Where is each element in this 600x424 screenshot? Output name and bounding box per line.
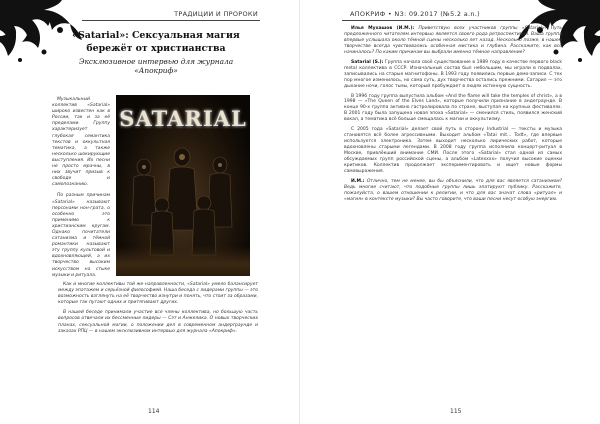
article-title [58,30,254,55]
speaker-label: Илья Мухашов (И.М.): [351,26,415,31]
intro-paragraph: По разным причинам «Satarial» называют персонами нон-грата, о особенно это применимо к христианским кругам. Однако почитатели сатанизма и тёмной романтики называют эту группу культовой и вдохновляющей, а их творчество высоким искусством на стыке музыки и ритуала. [52,193,110,278]
page-number: 115 [450,408,462,415]
intro-column [52,97,110,284]
article-subtitle: Эксклюзивное интервью для журнала «Апокриф» [78,57,234,75]
photo-ground-shadow [116,246,250,276]
article-title-block [58,30,254,75]
speaker-label: Satarial (S.): [351,59,384,65]
page-number: 114 [148,408,160,415]
running-header: АПОКРИФ • N3: 09.2017 (№5.2 a.n.) [350,10,480,18]
answer-text: Группа начала своё существование в 1989 году в качестве первого black metal коллектива в СССР. Изначальный состав был небольшим, мы играли в подвалах, записывались на старые магнитофоны. В 1993 году появились первые демо-записи. С тех пор многое изменилось, но сама суть, дух творчества остались прежними. Сатарил — это дыхание ночи, голос тьмы, который пробуждает в людях истинную сущность. [344,59,562,89]
band-logo: SATARIAL [119,105,247,131]
answer-text: С 2005 года «Satarial» делает свой путь в сторону Industrial — тексты и музыка становятся всё более агрессивными. Выходит альбом «Tatai mit... Todt», где впервые используется электроника. Затем выходит несколько лирических работ, которые вдохновлены старыми легендами. В 2008 году группа исполнила концерт-ритуал в Москве, привлёкший внимание СМИ. После этого «Satarial» стал одной из самых обсуждаемых групп российской сцены, а альбом «Latexxxx» получил высокие оценки критиков. Коллектив продолжает экспериментировать и ищет новые формы самовыражения. [344,127,562,174]
answer-text: В 1996 году группа выпустила альбом «And the flame will take the temples of christ», а в 1998 — «The Queen of the Elves Land», которые получили признание в андеграунде. В конце 90-х группа активно гастролировала по стране, выступая на крупных фестивалях. В 2001 году была запущена новая эпоха «Satarial» — сменился стиль, появился женский вокал, а тематика всё больше смещалась к магии и оккультизму. [344,93,562,123]
running-header: ТРАДИЦИИ И ПРОРОКИ [174,10,258,18]
interview-body [344,26,562,207]
article-title-line-2: бережёт от христианства [86,42,226,54]
right-page [300,0,600,424]
speaker-label: И.М.: [351,178,365,184]
interview-paragraph [344,60,562,90]
interview-paragraph [344,179,562,203]
intro-paragraph: В нашей беседе принимали участие все члены коллектива, но большую часть вопросов отвечали их бессменные лидеры — Сэт и Анжелика. О новых творческих планах, сексуальной магии, о положении дел в современном андерграунде и заказах РПЦ — в нашем эксклюзивном интервью для журнала «Апокриф». [58,310,258,334]
interview-paragraph [344,127,562,175]
article-title-line-1: «Satarial»: Сексуальная магия [72,30,240,41]
question-text: Приветствую всех участников группы «Satarial»! Путь предложенного читателям интервью является своего рода ретроспективой. Ваша группа впервые услышала около тёмной сцены несколько лет назад. Несколько позже, в нашем творчестве всегда чувствовались особенная мистика и глубина. Расскажите, как всё начиналось? По каким причинам вы выбрали именно тёмное направление? [344,26,563,55]
band-photo [116,95,250,276]
intro-paragraph: Музыкальный коллектив «Satarial» широко известен как в России, так и за её пределами. Группу характеризует глубокая семантика текстов и оккультная тематика, а также несколько шокирующие выступления. Их песни не просто мрачны, в них звучит призыв к свободе и самопознанию. [52,97,110,188]
header-rule [342,20,520,21]
header-rule [82,20,260,21]
intro-continuation [58,282,258,339]
interview-paragraph [344,94,562,124]
interview-paragraph [344,26,562,56]
intro-paragraph: Как и многие коллективы той же направленности, «Satarial» умело балансирует между эпатажем и серьёзной философией. Наша беседа с лидерами группы — это возможность взглянуть на её творчество изнутри и понять, что стоит за образами, которые так пугают одних и притягивают других. [58,282,259,306]
question-text: Отлично, тем не менее, вы бы объяснили, что для вас является сатанизмом? Ведь многие считают, что подобные группы лишь эпатируют публику. Расскажите, пожалуйста, о вашем отношении к религии, и что для вас значат слова «ритуал» и «магия» в контексте музыки? Вы часто говорите, что ваши песни несут особую энергию. [344,178,563,202]
